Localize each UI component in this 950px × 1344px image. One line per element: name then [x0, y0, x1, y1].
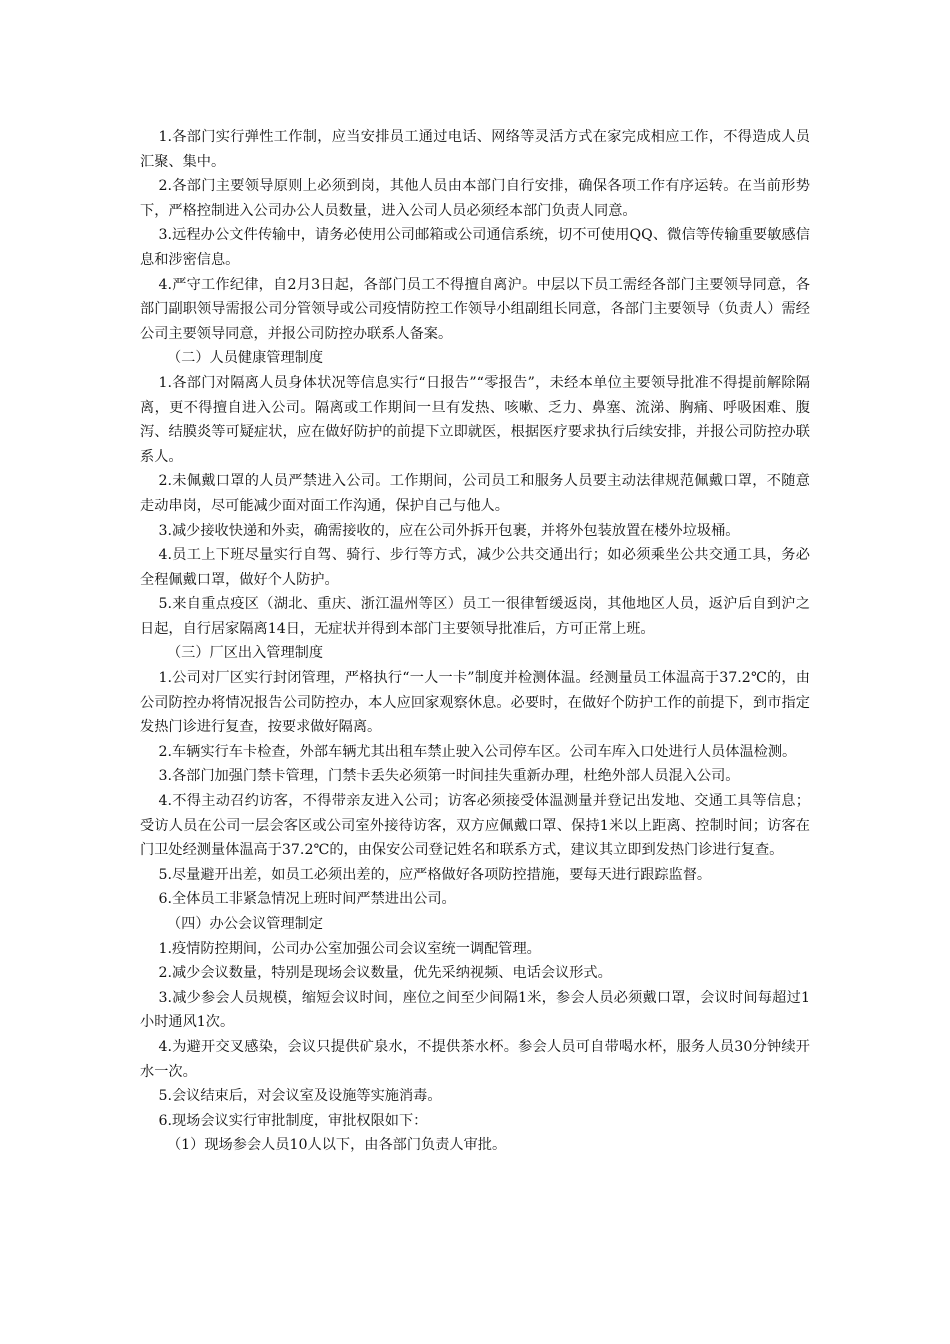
paragraph: 1.疫情防控期间，公司办公室加强公司会议室统一调配管理。 — [158, 940, 541, 957]
paragraph: 3.各部门加强门禁卡管理，门禁卡丢失必须第一时间挂失重新办理，杜绝外部人员混入公司。 — [158, 768, 740, 785]
paragraph: 6.现场会议实行审批制度，审批权限如下： — [158, 1112, 428, 1129]
paragraph: 1.公司对厂区实行封闭管理，严格执行“一人一卡”制度并检测体温。经测量员工体温高于37.2℃的，由公司防控办将情况报告公司防控办，本人应回家观察休息。必要时，在做好个防护工作的前提下，到市指定发热门诊进行复查，按要求做好隔离。 — [140, 670, 810, 736]
paragraph: 5.尽量避开出差，如员工必须出差的，应严格做好各项防控措施，要每天进行跟踪监督。 — [158, 866, 712, 883]
paragraph: 4.员工上下班尽量实行自驾、骑行、步行等方式，减少公共交通出行；如必须乘坐公共交通工具，务必全程佩戴口罩，做好个人防护。 — [140, 547, 810, 588]
paragraph: 5.会议结束后，对会议室及设施等实施消毒。 — [158, 1088, 442, 1105]
paragraph: 3.减少接收快递和外卖，确需接收的，应在公司外拆开包裹，并将外包装放置在楼外垃圾桶。 — [158, 522, 740, 539]
sub-item: （1）现场参会人员10人以下，由各部门负责人审批。 — [166, 1137, 507, 1154]
paragraph: 4.严守工作纪律，自2月3日起，各部门员工不得擅自离沪。中层以下员工需经各部门主要领导同意，各部门副职领导需报公司分管领导或公司疫情防控工作领导小组副组长同意，各部门主要领导（负责人）需经公司主要领导同意，并报公司防控办联系人备案。 — [140, 276, 810, 342]
section-heading: （三）厂区出入管理制度 — [166, 645, 324, 662]
paragraph: 5.来自重点疫区（湖北、重庆、浙江温州等区）员工一很律暂缓返岗，其他地区人员，返沪后自到沪之日起，自行居家隔离14日，无症状并得到本部门主要领导批准后，方可正常上班。 — [140, 596, 810, 637]
paragraph: 2.各部门主要领导原则上必须到岗，其他人员由本部门自行安排，确保各项工作有序运转。在当前形势下，严格控制进入公司办公人员数量，进入公司人员必须经本部门负责人同意。 — [140, 178, 810, 219]
paragraph: 4.为避开交叉感染，会议只提供矿泉水，不提供茶水杯。参会人员可自带喝水杯，服务人员30分钟续开水一次。 — [140, 1038, 810, 1080]
section-heading: （二）人员健康管理制度 — [166, 350, 324, 367]
paragraph: 4.不得主动召约访客，不得带亲友进入公司；访客必须接受体温测量并登记出发地、交通工具等信息；受访人员在公司一层会客区或公司室外接待访客，双方应佩戴口罩、保持1米以上距离、控制时间；访客在门卫处经测量体温高于37.2℃的，由保安公司登记姓名和联系方式，建议其立即到发热门诊进行复查。 — [140, 793, 810, 859]
paragraph: 1.各部门实行弹性工作制，应当安排员工通过电话、网络等灵活方式在家完成相应工作，不得造成人员汇聚、集中。 — [140, 129, 810, 170]
section-heading: （四）办公会议管理制定 — [166, 916, 324, 932]
document-body — [140, 125, 810, 1158]
paragraph: 6.全体员工非紧急情况上班时间严禁进出公司。 — [158, 891, 456, 908]
paragraph: 2.车辆实行车卡检查，外部车辆尤其出租车禁止驶入公司停车区。公司车库入口处进行人员体温检测。 — [158, 743, 797, 760]
paragraph: 3.减少参会人员规模，缩短会议时间，座位之间至少间隔1米，参会人员必须戴口罩，会议时间每超过1小时通风1次。 — [140, 989, 810, 1031]
paragraph: 2.未佩戴口罩的人员严禁进入公司。工作期间，公司员工和服务人员要主动法律规范佩戴口罩，不随意走动串岗，尽可能减少面对面工作沟通，保护自己与他人。 — [140, 473, 810, 514]
paragraph: 3.远程办公文件传输中，请务必使用公司邮箱或公司通信系统，切不可使用QQ、微信等传输重要敏感信息和涉密信息。 — [140, 227, 810, 268]
paragraph: 1.各部门对隔离人员身体状况等信息实行“日报告”“零报告”，未经本单位主要领导批准不得提前解除隔离，更不得擅自进入公司。隔离或工作期间一旦有发热、咳嗽、乏力、鼻塞、流涕、胸痛、呼吸困难、腹泻、结膜炎等可疑症状，应在做好防护的前提下立即就医，根据医疗要求执行后续安排，并报公司防控办联系人。 — [140, 374, 810, 465]
paragraph: 2.减少会议数量，特别是现场会议数量，优先采纳视频、电话会议形式。 — [158, 965, 612, 982]
